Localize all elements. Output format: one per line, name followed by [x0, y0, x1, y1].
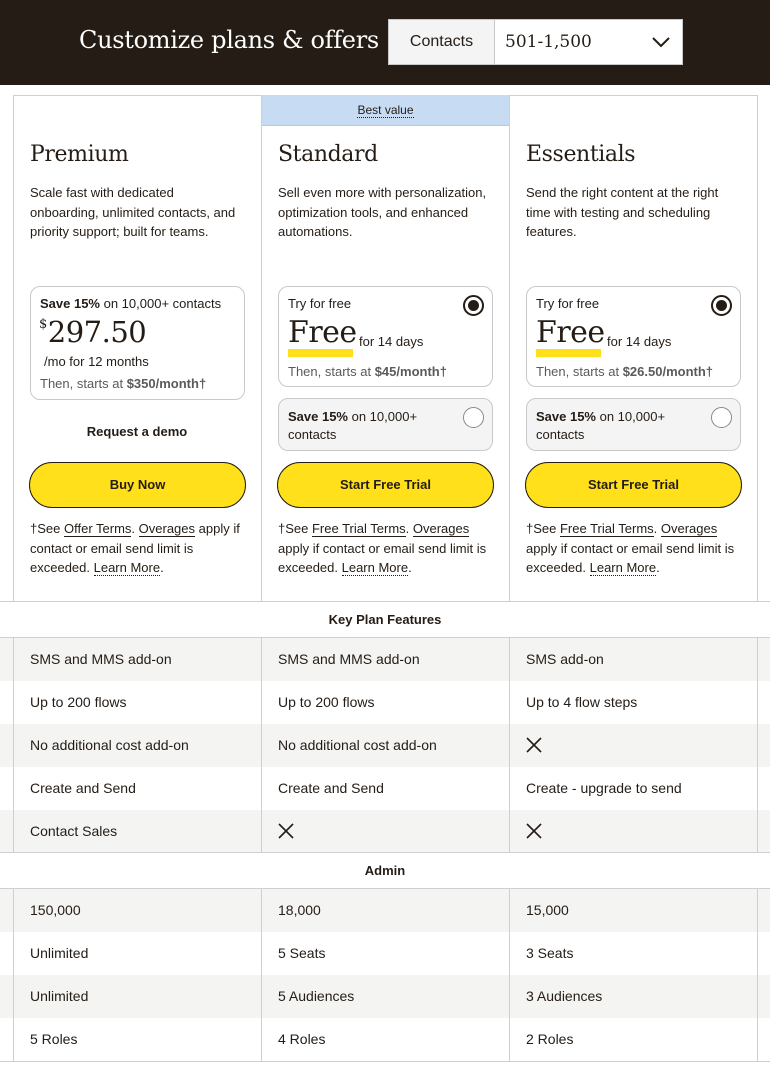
admin-heading: Admin [0, 852, 770, 889]
overages-link[interactable]: Overages [412, 521, 470, 536]
fine-print-standard [278, 519, 496, 578]
then-price: $350/month† [126, 376, 207, 391]
table-cell: Up to 200 flows [30, 694, 127, 710]
try-free-label: Try for free [288, 296, 352, 311]
plan-name-premium: Premium [30, 142, 129, 167]
save-rest: on 10,000+ contacts [288, 409, 418, 442]
column-divider [261, 638, 262, 853]
table-cell: 3 Audiences [526, 988, 603, 1004]
fine-dagger: †See [278, 521, 312, 536]
premium-price [39, 315, 146, 349]
learn-more-link[interactable]: Learn More [93, 560, 161, 575]
table-cell: 150,000 [30, 902, 81, 918]
save-rest: on 10,000+ contacts [536, 409, 666, 442]
column-divider [261, 95, 262, 602]
page-title: Customize plans & offers [79, 26, 379, 54]
table-cell: Unlimited [30, 945, 89, 961]
fine-print-essentials [526, 519, 744, 578]
start-free-trial-button-essentials[interactable]: Start Free Trial [525, 462, 742, 508]
best-value-banner [262, 95, 509, 126]
table-cell: Create - upgrade to send [526, 780, 682, 796]
table-cell: 18,000 [278, 902, 321, 918]
contacts-label: Contacts [389, 20, 495, 64]
table-cell: 5 Roles [30, 1031, 78, 1047]
table-cell: 3 Seats [526, 945, 574, 961]
fine-print-premium [30, 519, 248, 578]
radio-unselected-icon[interactable] [711, 407, 732, 428]
table-row [0, 975, 770, 1018]
table-bottom-border [0, 1061, 770, 1062]
save-option-essentials[interactable] [526, 398, 741, 451]
plan-name-essentials: Essentials [526, 142, 636, 167]
table-cell: Unlimited [30, 988, 89, 1004]
column-divider [509, 638, 510, 853]
then-prefix: Then, starts at [536, 364, 623, 379]
table-cell: Up to 4 flow steps [526, 694, 638, 710]
free-days: for 14 days [359, 334, 424, 349]
save-bold: Save 15% [288, 409, 348, 424]
free-trial-terms-link[interactable]: Free Trial Terms [311, 521, 406, 536]
free-label: Free [288, 315, 357, 350]
learn-more-link[interactable]: Learn More [341, 560, 409, 575]
table-row [0, 767, 770, 810]
trial-option-standard[interactable] [278, 286, 493, 387]
fine-sep: . [131, 521, 139, 536]
free-highlight [536, 349, 601, 357]
x-icon [278, 823, 294, 839]
offer-bold: Save 15% [40, 296, 100, 311]
contacts-dropdown[interactable] [388, 19, 683, 65]
table-cell: SMS add-on [526, 651, 604, 667]
learn-more-link[interactable]: Learn More [589, 560, 657, 575]
table-cell: Create and Send [30, 780, 136, 796]
then-price-text [536, 364, 713, 379]
plan-description-essentials: Send the right content at the right time with testing and scheduling features. [526, 185, 719, 239]
column-divider [13, 889, 14, 1061]
x-icon [526, 737, 542, 753]
table-row [0, 1018, 770, 1061]
price-card-premium [30, 286, 245, 400]
fine-sep: . [653, 521, 661, 536]
table-cell: 4 Roles [278, 1031, 326, 1047]
plan-description-premium: Scale fast with dedicated onboarding, unlimited contacts, and priority support; built for teams. [30, 185, 236, 239]
overages-link[interactable]: Overages [138, 521, 196, 536]
then-price: $45/month† [374, 364, 447, 379]
table-cell: 15,000 [526, 902, 569, 918]
free-label: Free [536, 315, 605, 350]
table-cell: Up to 200 flows [278, 694, 375, 710]
table-row [0, 932, 770, 975]
best-value-label: Best value [357, 103, 414, 117]
try-free-label: Try for free [536, 296, 600, 311]
trial-option-essentials[interactable] [526, 286, 741, 387]
table-row [0, 681, 770, 724]
then-price-text [288, 364, 447, 379]
then-price-text [40, 376, 206, 391]
table-cell: SMS and MMS add-on [30, 651, 172, 667]
column-divider [757, 638, 758, 853]
column-divider [757, 889, 758, 1061]
fine-end: . [160, 560, 164, 575]
fine-mid: apply if contact or email send limit is exceeded. [526, 540, 735, 575]
buy-now-button[interactable]: Buy Now [29, 462, 246, 508]
column-divider [261, 889, 262, 1061]
x-icon [526, 823, 542, 839]
table-cell: 5 Seats [278, 945, 326, 961]
then-price: $26.50/month† [622, 364, 714, 379]
table-cell: 2 Roles [526, 1031, 574, 1047]
radio-selected-icon[interactable] [711, 295, 732, 316]
contacts-value: 501-1,500 [505, 32, 592, 52]
fine-mid: apply if contact or email send limit is exceeded. [278, 540, 487, 575]
save-offer-text [536, 408, 686, 444]
table-row [0, 638, 770, 681]
plan-description-standard: Sell even more with personalization, optimization tools, and enhanced automations. [278, 185, 487, 239]
save-offer-text [288, 408, 438, 444]
offer-text [40, 296, 221, 311]
chevron-down-icon [650, 32, 672, 52]
table-cell: 5 Audiences [278, 988, 355, 1004]
then-prefix: Then, starts at [288, 364, 375, 379]
table-cell: No additional cost add-on [30, 737, 189, 753]
then-prefix: Then, starts at [40, 376, 127, 391]
price-value: 297.50 [47, 315, 147, 349]
column-divider [13, 638, 14, 853]
fine-dagger: †See [30, 521, 64, 536]
overages-link[interactable]: Overages [660, 521, 718, 536]
fine-end: . [656, 560, 660, 575]
fine-mid: apply if contact or email send limit is exceeded. [30, 521, 240, 575]
offer-terms-link[interactable]: Offer Terms [63, 521, 132, 536]
currency-symbol: $ [39, 317, 47, 332]
table-row [0, 889, 770, 932]
column-divider [509, 95, 510, 602]
page-header [0, 0, 770, 85]
key-features-heading: Key Plan Features [0, 601, 770, 638]
table-row [0, 810, 770, 853]
request-demo-link[interactable]: Request a demo [86, 424, 188, 439]
free-highlight [288, 349, 353, 357]
price-period: /mo for 12 months [44, 354, 149, 369]
table-cell: No additional cost add-on [278, 737, 437, 753]
radio-unselected-icon[interactable] [463, 407, 484, 428]
column-divider [509, 889, 510, 1061]
table-cell: Create and Send [278, 780, 384, 796]
free-days: for 14 days [607, 334, 672, 349]
save-option-standard[interactable] [278, 398, 493, 451]
fine-end: . [408, 560, 412, 575]
table-cell: SMS and MMS add-on [278, 651, 420, 667]
start-free-trial-button-standard[interactable]: Start Free Trial [277, 462, 494, 508]
table-row [0, 724, 770, 767]
free-trial-terms-link[interactable]: Free Trial Terms [559, 521, 654, 536]
plan-name-standard: Standard [278, 142, 378, 167]
table-cell: Contact Sales [30, 823, 118, 839]
offer-rest: on 10,000+ contacts [100, 296, 222, 311]
fine-sep: . [405, 521, 413, 536]
save-bold: Save 15% [536, 409, 596, 424]
radio-selected-icon[interactable] [463, 295, 484, 316]
fine-dagger: †See [526, 521, 560, 536]
